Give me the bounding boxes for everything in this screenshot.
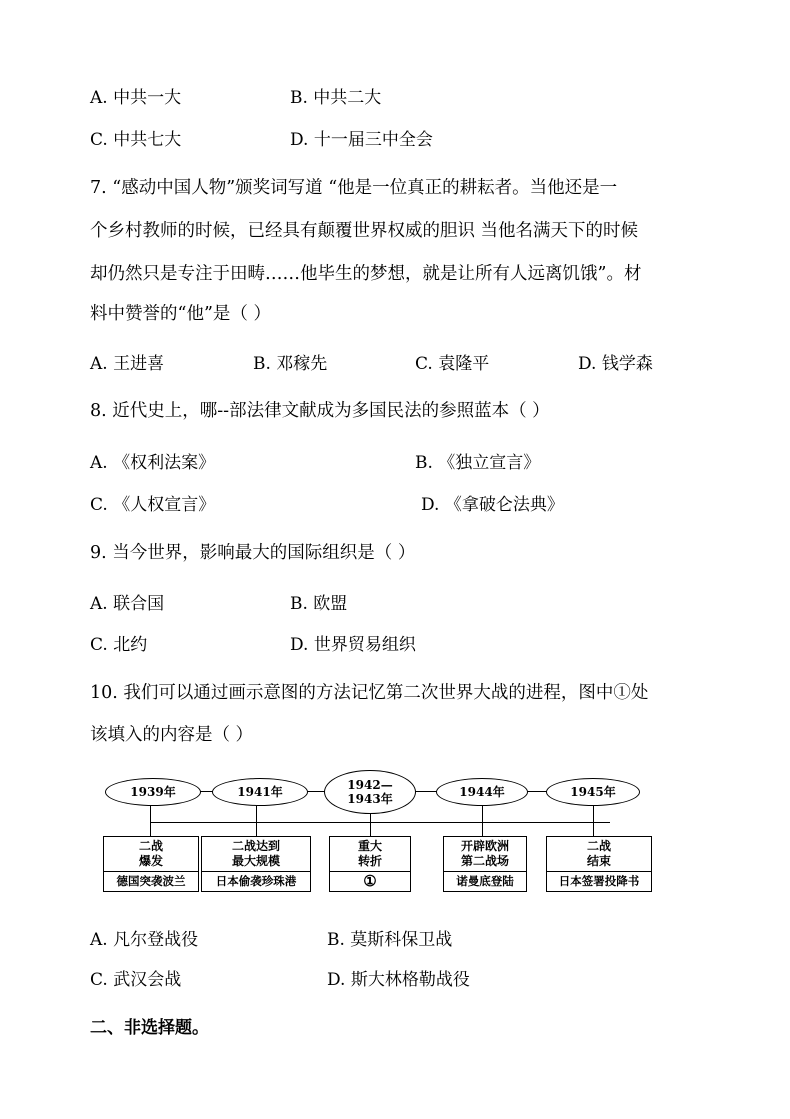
timeline-year-1939: 1939年 [105, 778, 201, 806]
q7-stem-line-3: 却仍然只是专注于田畴……他毕生的梦想，就是让所有人远离饥饿”。材 [90, 264, 642, 284]
q10-stem-line-1: 10. 我们可以通过画示意图的方法记忆第二次世界大战的进程，图中①处 [90, 683, 649, 703]
q10-option-b: B. 莫斯科保卫战 [327, 930, 453, 950]
q6-option-a: A. 中共一大 [90, 88, 182, 108]
timeline-vline-2 [256, 806, 257, 836]
timeline-year-1942-1943: 1942— 1943年 [324, 770, 416, 814]
q8-stem: 8. 近代史上，哪--部法律文献成为多国民法的参照蓝本（ ） [90, 401, 550, 421]
q6-option-c: C. 中共七大 [90, 130, 182, 150]
q7-option-a: A. 王进喜 [90, 354, 165, 374]
timeline-box-1945: 二战 结束 日本签署投降书 [546, 836, 652, 892]
timeline-box-1941: 二战达到 最大规模 日本偷袭珍珠港 [201, 836, 311, 892]
q8-option-d: D. 《拿破仑法典》 [421, 495, 564, 515]
timeline-box-1942-1943: 重大 转折 ① [329, 836, 411, 892]
timeline-bus-line [150, 822, 610, 823]
ww2-timeline-diagram [100, 770, 660, 900]
q6-option-d: D. 十一届三中全会 [290, 130, 433, 150]
q7-option-c: C. 袁隆平 [415, 354, 490, 374]
timeline-year-1944: 1944年 [436, 778, 528, 806]
section-2-heading: 二、非选择题。 [90, 1018, 209, 1038]
q8-option-a: A. 《权利法案》 [90, 453, 216, 473]
timeline-vline-5 [593, 806, 594, 836]
q10-option-d: D. 斯大林格勒战役 [327, 970, 470, 990]
q9-option-c: C. 北约 [90, 635, 148, 655]
timeline-vline-1 [150, 806, 151, 836]
q7-stem-line-2: 个乡村教师的时候，已经具有颠覆世界权威的胆识 当他名满天下的时候 [90, 221, 639, 241]
q8-option-b: B. 《独立宣言》 [415, 453, 541, 473]
q9-option-b: B. 欧盟 [290, 594, 348, 614]
timeline-box-1939: 二战 爆发 德国突袭波兰 [103, 836, 199, 892]
q7-option-d: D. 钱学森 [578, 354, 653, 374]
q9-option-a: A. 联合国 [90, 594, 165, 614]
q10-option-a: A. 凡尔登战役 [90, 930, 199, 950]
q7-stem-line-4: 料中赞誉的“他”是（ ） [90, 304, 271, 324]
q6-option-b: B. 中共二大 [290, 88, 382, 108]
q10-stem-line-2: 该填入的内容是（ ） [90, 725, 254, 745]
timeline-year-1945: 1945年 [546, 778, 640, 806]
timeline-vline-4 [482, 806, 483, 836]
timeline-year-1941: 1941年 [212, 778, 308, 806]
q7-option-b: B. 邓稼先 [253, 354, 328, 374]
q8-option-c: C. 《人权宣言》 [90, 495, 216, 515]
timeline-vline-3 [370, 814, 371, 836]
q9-stem: 9. 当今世界，影响最大的国际组织是（ ） [90, 543, 416, 563]
q10-option-c: C. 武汉会战 [90, 970, 182, 990]
timeline-box-1944: 开辟欧洲 第二战场 诺曼底登陆 [443, 836, 527, 892]
q7-stem-line-1: 7. “感动中国人物”颁奖词写道 “他是一位真正的耕耘者。当他还是一 [90, 178, 618, 198]
q9-option-d: D. 世界贸易组织 [290, 635, 416, 655]
timeline-blank-1: ① [330, 871, 410, 891]
